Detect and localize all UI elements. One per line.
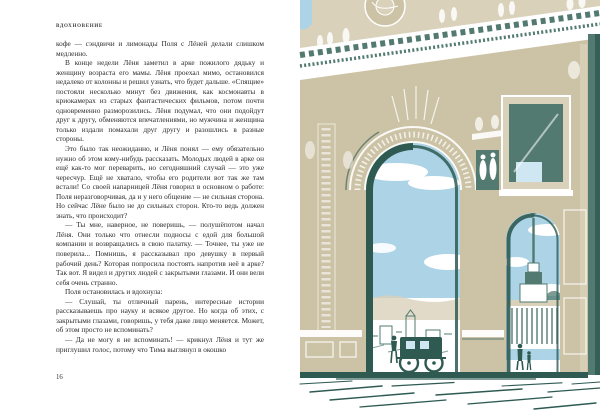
attic-window <box>499 96 573 196</box>
paragraph: — Ты мне, наверное, не поверишь, — полушёпотом начал Лёня. Они только что отнесли подносы с едой для большой компании и возвращались в свою палатку. — Точнее, ты уже не поверила... Помнишь, я рассказывал про девушку в первый рабочий день? Которая попросила постоять напротив неё в арке? Так вот. Я видел и других людей с закрытыми глазами. И они вели себя очень странно. <box>56 220 264 287</box>
page-number: 16 <box>56 374 63 381</box>
paragraph: — Слушай, ты отличный парень, интересные истории рассказываешь про науку и всякое другое. Но когда об этих, с закрытыми глазами, говоришь, у тебя даже лицо меняется. Может, об этом просто не вспоминать? <box>56 296 264 335</box>
running-head: ВДОХНОВЕНИЕ <box>56 24 103 29</box>
base-shadow <box>300 372 588 380</box>
paragraph: В конце недели Лёня заметил в арке пожилого дядьку и женщину возраста его мамы. Лёня проехал мимо, остановился недалеко от колонны и решил узнать, что будет дальше. «Спящие» постояли несколько минут без движения, как космонавты в криокамерах из старых фантастических фильмов, потом почти одновременно разморозились. Лёня подумал, что они подойдут друг к другу, обменяются впечатлениями, но мужчина и женщина только издали помахали друг другу и разошлись в разные стороны. <box>56 58 264 144</box>
pavilion-spire <box>532 218 534 263</box>
paragraph: Поля остановилась и вдохнула: <box>65 287 163 297</box>
paragraph: — Да не могу я не вспоминать! — крикнул Лёня и тут же приглушил голос, потому что Тима выглянул в окошко <box>56 334 264 354</box>
sky-glimpse <box>300 0 312 29</box>
paragraph: Это было так неожиданно, и Лёня понял — ему обязательно нужно об этом кому-нибудь рассказать. Молодых людей в арке он ещё как-то мог переварить, но сегодняшний случай — это уже чересчур. Ещё не хватало, чтобы его родители вот так же там встали! Со своей напарницей Лёня говорил в основном о работе: Поля неразговорчивая, да и у него общение — не сильная сторона. Но сейчас Лёне было не до сильных сторон. Кто-то ведь должен знать, что происходит? <box>56 144 264 220</box>
left-page <box>56 24 264 354</box>
body-text <box>56 39 264 354</box>
ground-hatching <box>300 381 600 409</box>
arch-illustration <box>296 0 600 411</box>
right-page <box>296 0 600 411</box>
paragraph: кофе — сэндвичи и лимонады Поля с Лёней делали слишком медленно. <box>56 39 264 58</box>
